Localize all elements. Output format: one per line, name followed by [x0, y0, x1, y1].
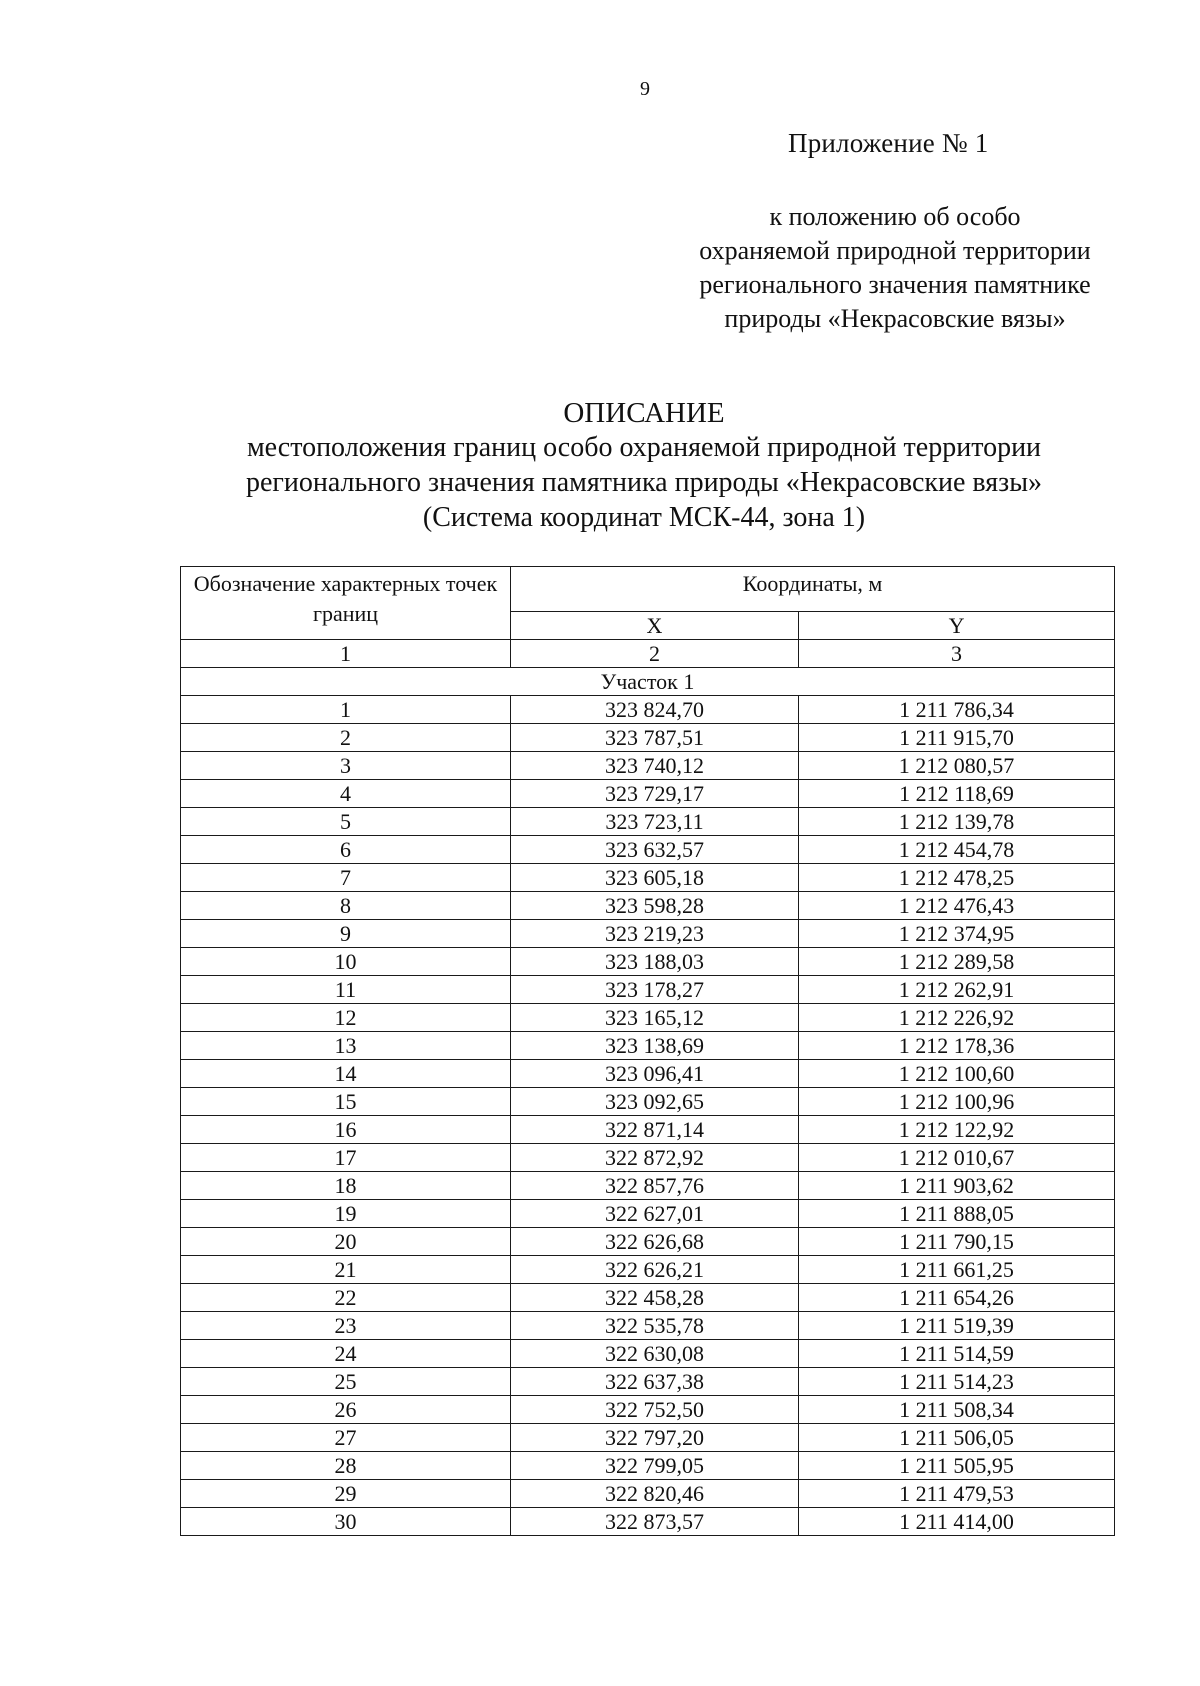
coord-y: 1 212 289,58: [799, 948, 1115, 976]
coord-y: 1 212 478,25: [799, 864, 1115, 892]
table-row: [181, 864, 1115, 892]
coord-x: 323 092,65: [511, 1088, 799, 1116]
table-row: [181, 892, 1115, 920]
appendix-subtitle-line: природы «Некрасовские вязы»: [724, 304, 1066, 333]
coord-x: 323 605,18: [511, 864, 799, 892]
coord-x: 322 871,14: [511, 1116, 799, 1144]
table-row: [181, 1172, 1115, 1200]
coord-y: 1 211 915,70: [799, 724, 1115, 752]
point-number: 15: [181, 1088, 511, 1116]
point-number: 30: [181, 1508, 511, 1536]
coord-y: 1 212 100,60: [799, 1060, 1115, 1088]
table-row: [181, 724, 1115, 752]
point-number: 26: [181, 1396, 511, 1424]
coord-y: 1 212 476,43: [799, 892, 1115, 920]
point-number: 28: [181, 1452, 511, 1480]
column-number: 3: [799, 640, 1115, 668]
coord-x: 323 824,70: [511, 696, 799, 724]
coord-y: 1 211 661,25: [799, 1256, 1115, 1284]
table-row: [181, 1508, 1115, 1536]
point-number: 21: [181, 1256, 511, 1284]
coord-y: 1 212 010,67: [799, 1144, 1115, 1172]
point-number: 12: [181, 1004, 511, 1032]
heading-line: местоположения границ особо охраняемой природной территории: [246, 432, 1042, 463]
header-y: Y: [799, 612, 1115, 640]
table-row: [181, 1032, 1115, 1060]
table-row: [181, 836, 1115, 864]
section-row: [181, 668, 1115, 696]
coord-x: 322 458,28: [511, 1284, 799, 1312]
table-row: [181, 1004, 1115, 1032]
table-row: [181, 920, 1115, 948]
table-row: [181, 752, 1115, 780]
table-row: [181, 1340, 1115, 1368]
point-number: 10: [181, 948, 511, 976]
coord-x: 322 626,21: [511, 1256, 799, 1284]
coord-y: 1 211 514,59: [799, 1340, 1115, 1368]
point-number: 27: [181, 1424, 511, 1452]
coord-x: 323 188,03: [511, 948, 799, 976]
coord-x: 322 627,01: [511, 1200, 799, 1228]
table-row: [181, 1060, 1115, 1088]
coord-x: 322 857,76: [511, 1172, 799, 1200]
appendix-subtitle-line: охраняемой природной территории: [699, 236, 1091, 265]
table-row: [181, 1284, 1115, 1312]
coord-y: 1 212 122,92: [799, 1116, 1115, 1144]
table-row: [181, 1116, 1115, 1144]
coordinates-table: [180, 566, 1115, 1536]
coord-x: 323 219,23: [511, 920, 799, 948]
table-row: [181, 1396, 1115, 1424]
coord-x: 322 799,05: [511, 1452, 799, 1480]
table-body: [181, 668, 1115, 1536]
point-number: 2: [181, 724, 511, 752]
point-number: 5: [181, 808, 511, 836]
coord-x: 322 535,78: [511, 1312, 799, 1340]
point-number: 11: [181, 976, 511, 1004]
page-number: 9: [640, 78, 650, 100]
table-row: [181, 1312, 1115, 1340]
point-number: 8: [181, 892, 511, 920]
coord-x: 322 637,38: [511, 1368, 799, 1396]
coord-y: 1 212 262,91: [799, 976, 1115, 1004]
point-number: 9: [181, 920, 511, 948]
coord-y: 1 212 118,69: [799, 780, 1115, 808]
coord-y: 1 211 654,26: [799, 1284, 1115, 1312]
table-row: [181, 1200, 1115, 1228]
point-number: 23: [181, 1312, 511, 1340]
coord-x: 323 138,69: [511, 1032, 799, 1060]
table-row: [181, 1480, 1115, 1508]
coord-y: 1 211 508,34: [799, 1396, 1115, 1424]
coord-x: 323 787,51: [511, 724, 799, 752]
coord-x: 322 630,08: [511, 1340, 799, 1368]
point-number: 22: [181, 1284, 511, 1312]
table-row: [181, 948, 1115, 976]
coord-y: 1 211 514,23: [799, 1368, 1115, 1396]
table-row: [181, 1368, 1115, 1396]
coord-y: 1 211 505,95: [799, 1452, 1115, 1480]
point-number: 19: [181, 1200, 511, 1228]
point-number: 14: [181, 1060, 511, 1088]
heading-line: регионального значения памятника природы «Некрасовские вязы»: [245, 467, 1043, 498]
coord-y: 1 212 100,96: [799, 1088, 1115, 1116]
table-row: [181, 1424, 1115, 1452]
header-points: Обозначение характерных точек границ: [181, 567, 511, 640]
coord-y: 1 211 506,05: [799, 1424, 1115, 1452]
coord-y: 1 212 374,95: [799, 920, 1115, 948]
coord-y: 1 212 080,57: [799, 752, 1115, 780]
coord-y: 1 211 888,05: [799, 1200, 1115, 1228]
coord-x: 323 096,41: [511, 1060, 799, 1088]
table-row: [181, 696, 1115, 724]
coord-y: 1 211 519,39: [799, 1312, 1115, 1340]
coord-x: 323 632,57: [511, 836, 799, 864]
coord-x: 322 873,57: [511, 1508, 799, 1536]
coord-y: 1 212 226,92: [799, 1004, 1115, 1032]
coord-y: 1 212 178,36: [799, 1032, 1115, 1060]
coord-x: 323 165,12: [511, 1004, 799, 1032]
coord-y: 1 212 454,78: [799, 836, 1115, 864]
point-number: 16: [181, 1116, 511, 1144]
header-coordinates: Координаты, м: [511, 567, 1115, 612]
header-x: X: [511, 612, 799, 640]
point-number: 20: [181, 1228, 511, 1256]
point-number: 1: [181, 696, 511, 724]
table-row: [181, 780, 1115, 808]
appendix-subtitle-line: регионального значения памятнике: [699, 270, 1091, 299]
table-row: [181, 1088, 1115, 1116]
table-row: [181, 1144, 1115, 1172]
column-number: 2: [511, 640, 799, 668]
table-row: [181, 1452, 1115, 1480]
point-number: 29: [181, 1480, 511, 1508]
appendix-subtitle-line: к положению об особо: [769, 202, 1021, 231]
table-row: [181, 1256, 1115, 1284]
coord-x: 323 598,28: [511, 892, 799, 920]
point-number: 18: [181, 1172, 511, 1200]
column-number: 1: [181, 640, 511, 668]
column-number-row: [181, 640, 1115, 668]
coord-x: 322 872,92: [511, 1144, 799, 1172]
table-row: [181, 1228, 1115, 1256]
coord-x: 323 723,11: [511, 808, 799, 836]
coord-y: 1 211 414,00: [799, 1508, 1115, 1536]
table-header-row: [181, 567, 1115, 612]
coord-x: 322 752,50: [511, 1396, 799, 1424]
appendix-subtitle: [660, 200, 1130, 336]
heading-title: ОПИСАНИЕ: [563, 397, 725, 429]
coord-x: 322 626,68: [511, 1228, 799, 1256]
table-row: [181, 808, 1115, 836]
point-number: 25: [181, 1368, 511, 1396]
coord-y: 1 211 790,15: [799, 1228, 1115, 1256]
point-number: 17: [181, 1144, 511, 1172]
coord-x: 323 729,17: [511, 780, 799, 808]
section-label: Участок 1: [181, 668, 1115, 696]
coord-y: 1 212 139,78: [799, 808, 1115, 836]
coord-y: 1 211 479,53: [799, 1480, 1115, 1508]
point-number: 3: [181, 752, 511, 780]
document-heading: [160, 396, 1128, 535]
coord-y: 1 211 786,34: [799, 696, 1115, 724]
coord-x: 323 740,12: [511, 752, 799, 780]
point-number: 4: [181, 780, 511, 808]
point-number: 24: [181, 1340, 511, 1368]
coord-x: 322 797,20: [511, 1424, 799, 1452]
table-row: [181, 976, 1115, 1004]
coord-x: 323 178,27: [511, 976, 799, 1004]
point-number: 7: [181, 864, 511, 892]
point-number: 6: [181, 836, 511, 864]
coord-x: 322 820,46: [511, 1480, 799, 1508]
appendix-title: Приложение № 1: [788, 128, 989, 158]
coord-y: 1 211 903,62: [799, 1172, 1115, 1200]
heading-line: (Система координат МСК-44, зона 1): [422, 502, 866, 533]
point-number: 13: [181, 1032, 511, 1060]
